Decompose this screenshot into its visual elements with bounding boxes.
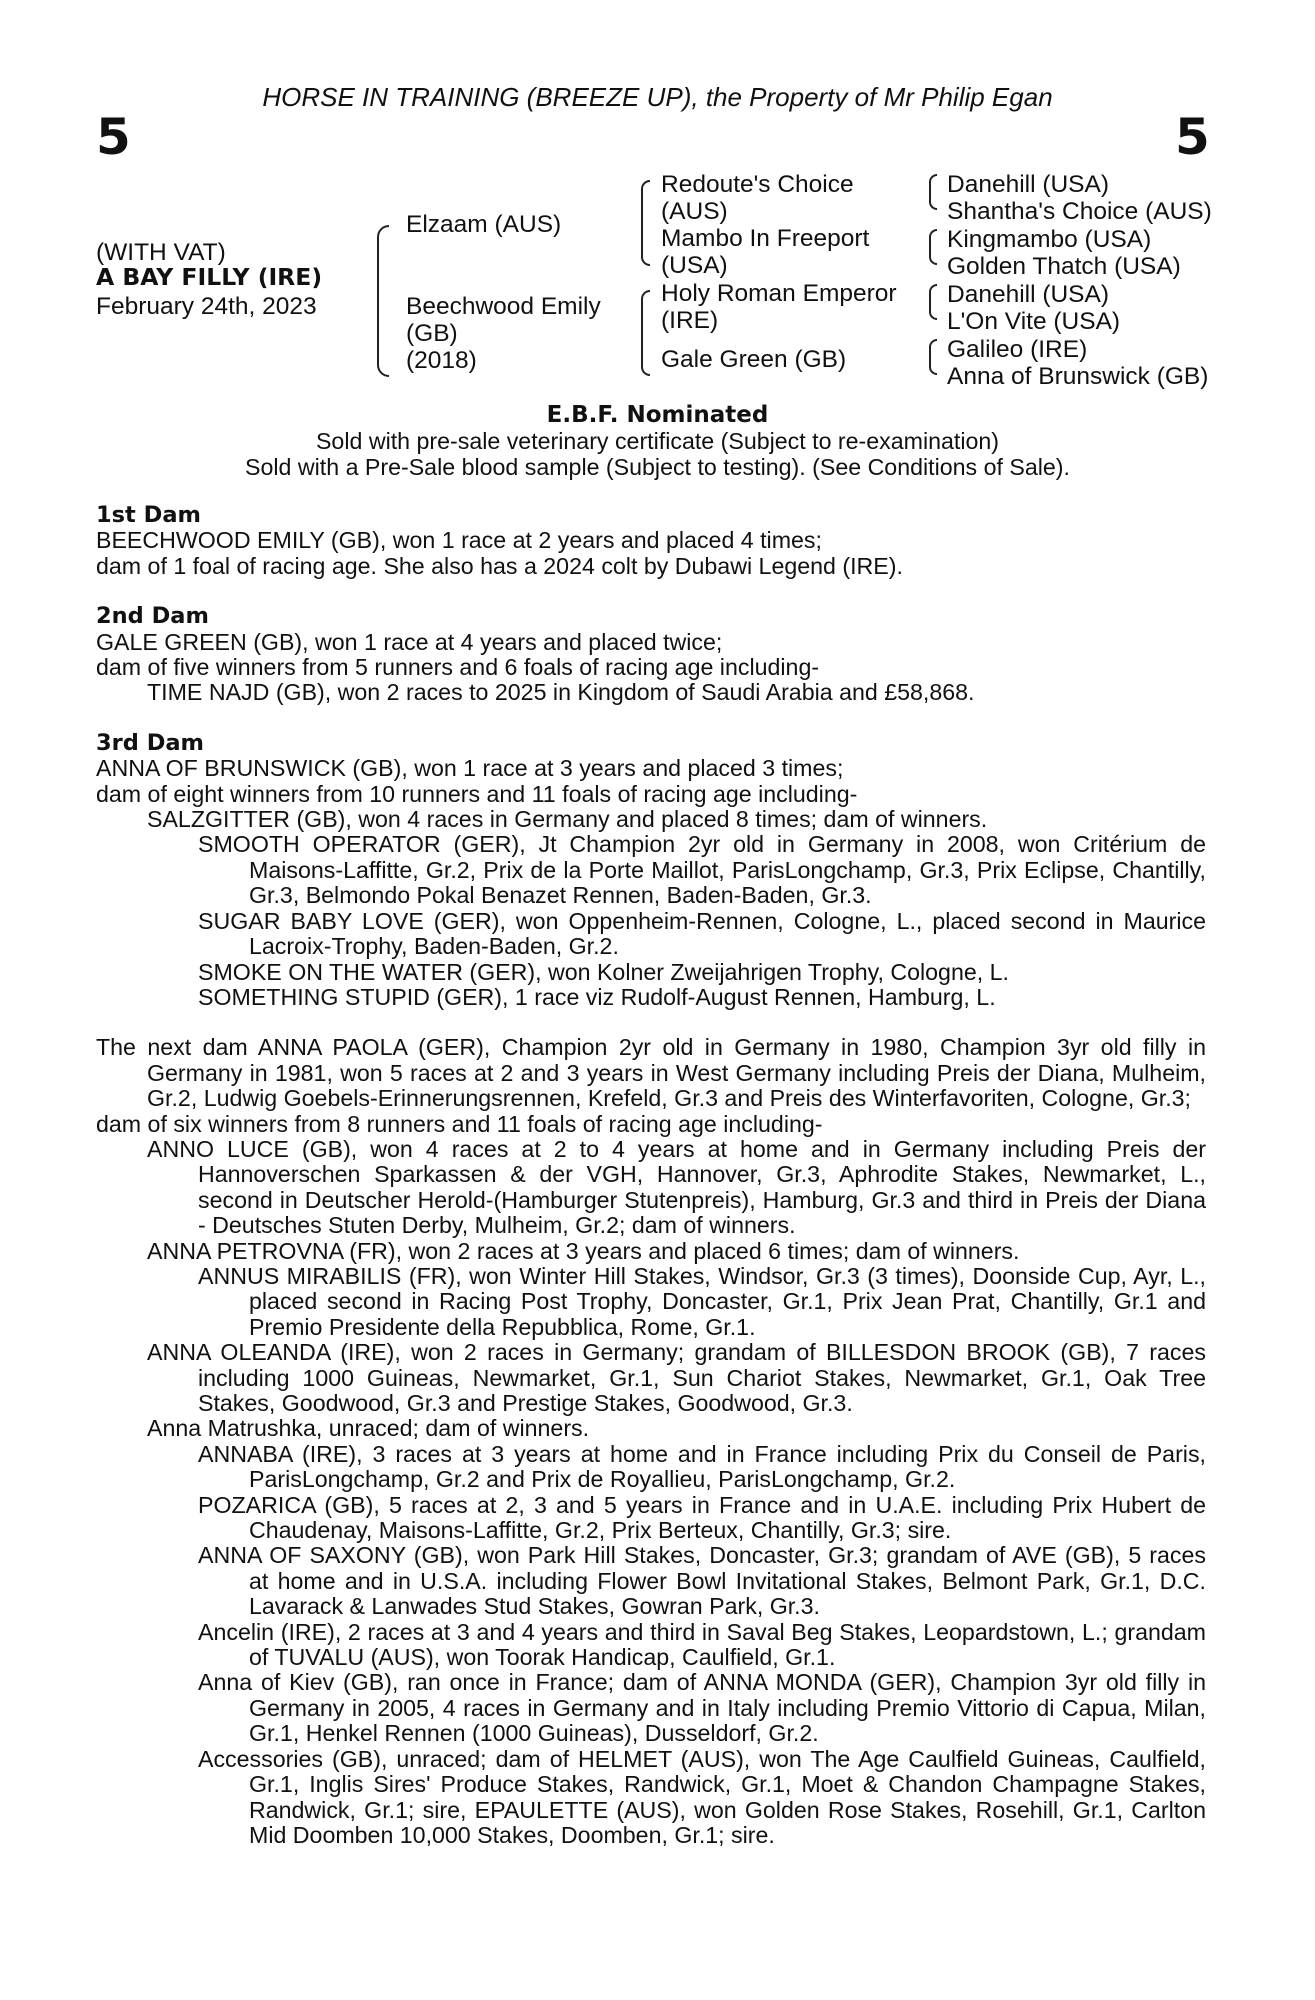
second-dam-heading: 2nd Dam	[96, 603, 209, 630]
catalogue-header: HORSE IN TRAINING (BREEZE UP), the Property of Mr Philip Egan	[262, 82, 1053, 112]
third-dam-heading: 3rd Dam	[96, 729, 204, 756]
third-dam-line: ANNA OF BRUNSWICK (GB), won 1 race at 3 years and placed 3 times;	[96, 755, 844, 782]
next-dam-grandproduce: ANNA OF SAXONY (GB), won Park Hill Stakes, Doncaster, Gr.3; grandam of AVE (GB), 5 races at home and in U.S.A. including Flower Bowl Invitational Stakes, Belmont Park, Gr.1, D.C. Lavarack & Lanwades Stud Stakes, Gowran Park, Gr.3.	[198, 1542, 1206, 1620]
next-dam-summary: The next dam ANNA PAOLA (GER), Champion 2yr old in Germany in 1980, Champion 3yr old filly in Germany in 1981, won 5 races at 2 and 3 years in West Germany including Preis der Diana, Mulheim, Gr.2, Ludwig Goebels-Erinnerungsrennen, Krefeld, Gr.3 and Preis des Winterfavoriten, Cologne, Gr.3;	[96, 1034, 1206, 1112]
foaling-date: February 24th, 2023	[96, 293, 317, 320]
ebf-nomination: E.B.F. Nominated	[546, 402, 769, 428]
pedigree-gen3: Danehill (USA)	[947, 281, 1110, 308]
blood-sample-note: Sold with a Pre-Sale blood sample (Subject to testing). (See Conditions of Sale).	[245, 454, 1070, 480]
pedigree-brace-g1	[929, 174, 937, 210]
pedigree-dam-line: (2018)	[406, 347, 477, 374]
pedigree-dam-dam: Gale Green (GB)	[661, 346, 847, 373]
next-dam-produce: ANNA PETROVNA (FR), won 2 races at 3 years and placed 6 times; dam of winners.	[147, 1237, 1020, 1264]
third-dam-grandproduce: SOMETHING STUPID (GER), 1 race viz Rudolf-August Rennen, Hamburg, L.	[198, 983, 996, 1010]
horse-name: A BAY FILLY (IRE)	[96, 263, 323, 291]
pedigree-gen3: L'On Vite (USA)	[947, 308, 1121, 335]
pedigree-sire-sire	[661, 171, 854, 225]
pedigree-sire-dam	[661, 225, 869, 279]
pedigree-dam-sire	[661, 280, 897, 334]
pedigree-dam	[406, 293, 601, 374]
catalogue-body	[96, 503, 1206, 1848]
second-dam-produce: TIME NAJD (GB), won 2 races to 2025 in Kingdom of Saudi Arabia and £58,868.	[147, 679, 975, 706]
second-dam-line: dam of five winners from 5 runners and 6 foals of racing age including-	[96, 654, 820, 681]
pedigree-gen3: Galileo (IRE)	[947, 336, 1088, 363]
lot-number-left: 5	[96, 108, 131, 166]
second-dam-line: GALE GREEN (GB), won 1 race at 4 years and placed twice;	[96, 628, 723, 655]
first-dam-line: dam of 1 foal of racing age. She also has a 2024 colt by Dubawi Legend (IRE).	[96, 552, 903, 579]
vet-certificate-note: Sold with pre-sale veterinary certificate (Subject to re-examination)	[315, 428, 1000, 454]
pedigree-brace-g4	[929, 339, 937, 375]
next-dam-grandproduce: Ancelin (IRE), 2 races at 3 and 4 years and third in Saval Beg Stakes, Leopardstown, L.; grandam of TUVALU (AUS), won Toorak Handicap, Caulfield, Gr.1.	[198, 1618, 1206, 1671]
pedigree-gen3: Anna of Brunswick (GB)	[947, 363, 1209, 390]
next-dam-produce: ANNO LUCE (GB), won 4 races at 2 to 4 years at home and in Germany including Preis der Hannoverschen Sparkassen & der VGH, Hannover, Gr.3, Aphrodite Stakes, Newmarket, L., second in Deutscher Herold-(Hamburger Stutenpreis), Hamburg, Gr.3 and third in Preis der Diana - Deutsches Stuten Derby, Mulheim, Gr.2; dam of winners.	[147, 1135, 1206, 1239]
pedigree-line: Redoute's Choice	[661, 171, 854, 198]
first-dam-heading: 1st Dam	[96, 502, 201, 528]
pedigree-gen3: Shantha's Choice (AUS)	[947, 198, 1212, 225]
next-dam-grandproduce: POZARICA (GB), 5 races at 2, 3 and 5 years in France and in U.A.E. including Prix Hubert de Chaudenay, Maisons-Laffitte, Gr.2, Prix Berteux, Chantilly, Gr.3; sire.	[198, 1491, 1206, 1544]
pedigree-brace-dam	[641, 290, 650, 376]
next-dam-produce: ANNA OLEANDA (IRE), won 2 races in Germany; grandam of BILLESDON BROOK (GB), 7 races including 1000 Guineas, Newmarket, Gr.1, Sun Chariot Stakes, Newmarket, Gr.1, Oak Tree Stakes, Goodwood, Gr.3 and Prestige Stakes, Goodwood, Gr.3.	[147, 1339, 1206, 1416]
pedigree-line: Mambo In Freeport	[661, 225, 870, 252]
next-dam-grandproduce: Accessories (GB), unraced; dam of HELMET (AUS), won The Age Caulfield Guineas, Caulfield, Gr.1, Inglis Sires' Produce Stakes, Randwick, Gr.1, Moet & Chandon Champagne Stakes, Randwick, Gr.1; sire, EPAULETTE (AUS), won Golden Rose Stakes, Rosehill, Gr.1, Carlton Mid Doomben 10,000 Stakes, Doomben, Gr.1; sire.	[198, 1745, 1206, 1848]
third-dam-grandproduce: SUGAR BABY LOVE (GER), won Oppenheim-Rennen, Cologne, L., placed second in Maurice Lacroix-Trophy, Baden-Baden, Gr.2.	[198, 907, 1206, 960]
pedigree-gen3: Kingmambo (USA)	[947, 226, 1152, 253]
pedigree-line: (IRE)	[661, 307, 719, 334]
pedigree-brace-g3	[929, 284, 937, 320]
pedigree-line: Holy Roman Emperor	[661, 280, 897, 307]
lot-number-right: 5	[1175, 108, 1210, 166]
pedigree-line: (AUS)	[661, 198, 728, 225]
next-dam-grandproduce: ANNABA (IRE), 3 races at 3 years at home and in France including Prix du Conseil de Paris, ParisLongchamp, Gr.2 and Prix de Royallieu, ParisLongchamp, Gr.2.	[198, 1440, 1206, 1493]
third-dam-grandproduce: SMOOTH OPERATOR (GER), Jt Champion 2yr old in Germany in 2008, won Critérium de Maisons-Laffitte, Gr.2, Prix de la Porte Maillot, ParisLongchamp, Gr.3, Prix Eclipse, Chantilly, Gr.3, Belmondo Pokal Benazet Rennen, Baden-Baden, Gr.3.	[198, 831, 1206, 909]
next-dam-produce: Anna Matrushka, unraced; dam of winners.	[147, 1415, 590, 1442]
pedigree-dam-line: (GB)	[406, 320, 458, 347]
third-dam-produce: SALZGITTER (GB), won 4 races in Germany and placed 8 times; dam of winners.	[147, 806, 988, 833]
pedigree-gen3: Danehill (USA)	[947, 171, 1110, 198]
third-dam-line: dam of eight winners from 10 runners and 11 foals of racing age including-	[96, 780, 858, 807]
pedigree-sire: Elzaam (AUS)	[406, 211, 562, 238]
next-dam-grandproduce: Anna of Kiev (GB), ran once in France; dam of ANNA MONDA (GER), Champion 3yr old filly in Germany in 2005, 4 races in Germany and in Italy including Premio Vittorio di Capua, Milan, Gr.1, Henkel Rennen (1000 Guineas), Dusseldorf, Gr.2.	[198, 1669, 1206, 1747]
next-dam-grandproduce: ANNUS MIRABILIS (FR), won Winter Hill Stakes, Windsor, Gr.3 (3 times), Doonside Cup, Ayr, L., placed second in Racing Post Trophy, Doncaster, Gr.1, Prix Jean Prat, Chantilly, Gr.1 and Premio Presidente della Repubblica, Rome, Gr.1.	[198, 1262, 1206, 1340]
first-dam-line: BEECHWOOD EMILY (GB), won 1 race at 2 years and placed 4 times;	[96, 527, 822, 554]
pedigree-brace-g2	[929, 229, 937, 265]
vat-note: (WITH VAT)	[96, 239, 226, 266]
third-dam-grandproduce: SMOKE ON THE WATER (GER), won Kolner Zweijahrigen Trophy, Cologne, L.	[198, 958, 1009, 985]
pedigree-line: (USA)	[661, 252, 728, 279]
pedigree-brace-sire	[641, 180, 650, 266]
next-dam-line: dam of six winners from 8 runners and 11 foals of racing age including-	[96, 1110, 823, 1137]
pedigree-brace-main	[377, 225, 389, 377]
pedigree-dam-line: Beechwood Emily	[406, 293, 601, 320]
pedigree-gen3: Golden Thatch (USA)	[947, 253, 1181, 280]
